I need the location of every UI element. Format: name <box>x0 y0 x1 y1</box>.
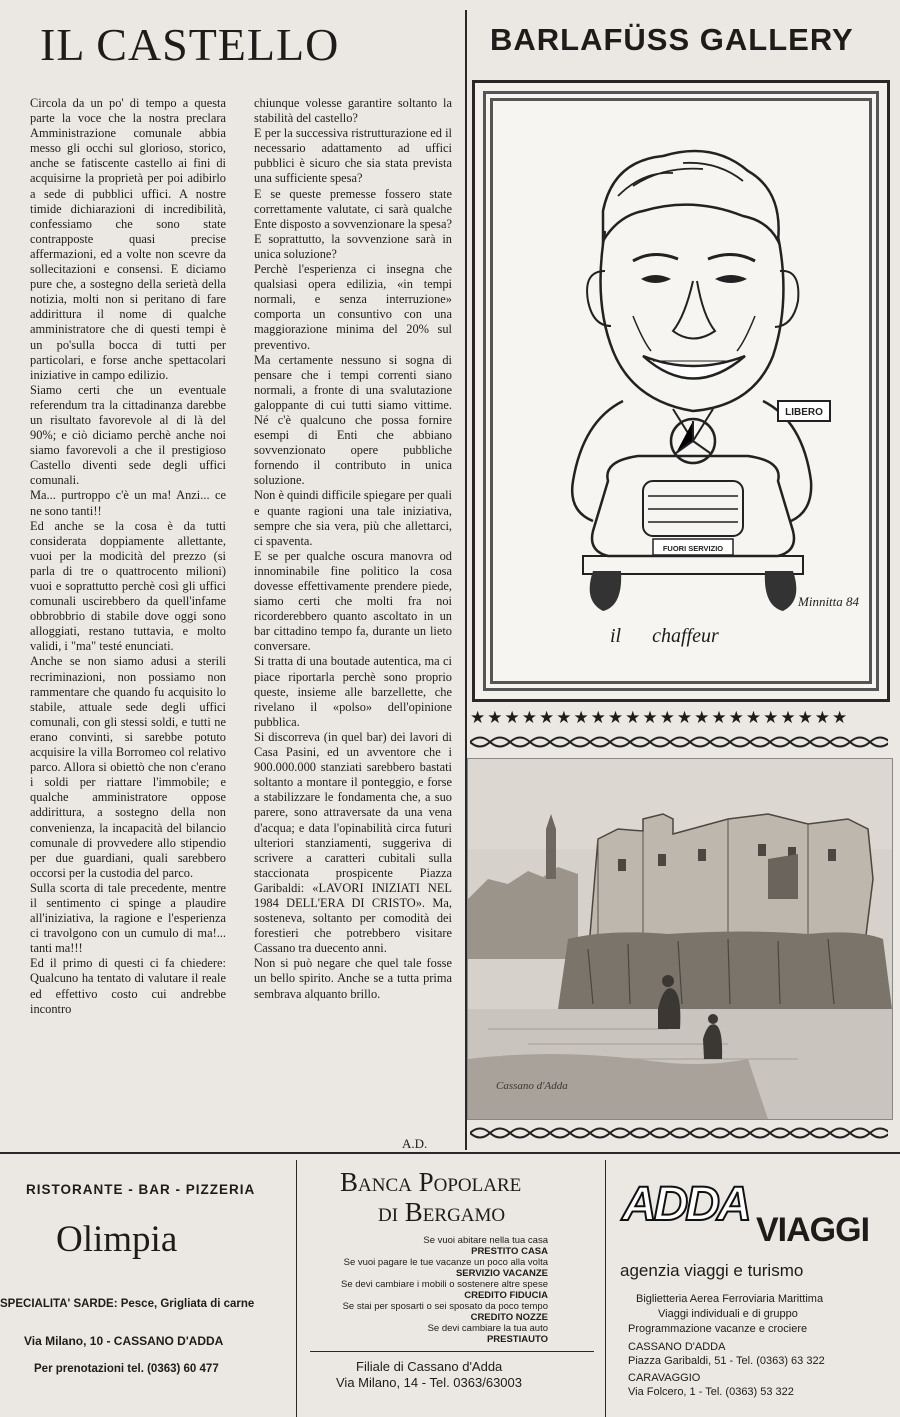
gallery-title: BARLAFÜSS GALLERY <box>490 22 854 57</box>
caricature-panel <box>483 91 879 691</box>
bank-offer-product: SERVIZIO VACANZE <box>455 1268 548 1279</box>
plate-label: FUORI SERVIZIO <box>662 544 724 553</box>
bank-branch-address: Via Milano, 14 - Tel. 0363/63003 <box>336 1375 522 1390</box>
adda-logo-mark: ADDA <box>622 1178 749 1231</box>
caricature-frame <box>472 80 890 702</box>
article-column-2 <box>254 96 452 1136</box>
ad-banca-popolare <box>300 1165 604 1417</box>
adda-office2: CARAVAGGIO <box>628 1372 701 1384</box>
sign-label: LIBERO <box>785 407 823 418</box>
caricature-caption: il chaffeur <box>610 625 719 647</box>
bank-branch-rule <box>310 1351 594 1352</box>
article-title: IL CASTELLO <box>40 19 340 70</box>
bank-offers <box>340 1235 548 1345</box>
paragraph: Siamo certi che un eventuale referendum tra la cittadinanza darebbe un risultato favorevole al di là del 90%; e ciò diciamo perchè anche noi siamo favorevoli a che il prestigioso Castello diventi sede degli uffici comunali. <box>30 382 226 488</box>
adda-logo <box>618 1175 888 1253</box>
engraving-inscription: Cassano d'Adda <box>496 1080 568 1092</box>
ad-divider-1 <box>296 1160 297 1417</box>
ads-top-rule <box>0 1152 900 1154</box>
ad-olimpia-address: Via Milano, 10 - CASSANO D'ADDA <box>24 1334 224 1348</box>
ad-olimpia <box>0 1168 292 1417</box>
paragraph: Perchè l'esperienza ci insegna che qualsiasi opera edilizia, «in tempi normali, e senza interruzione» comporta un consuntivo con una maggiorazione minima del 20% sul preventivo. <box>254 262 452 352</box>
bank-offer-text: Se devi cambiare la tua auto <box>427 1323 548 1334</box>
bank-branch: Filiale di Cassano d'Adda <box>356 1359 503 1374</box>
paragraph: Anche se non siamo adusi a sterili recriminazioni, non possiamo non rammentare che quando fu acquisito lo stabile, attuale sede degli uffici comunali, con gli stessi soldi, e tutti ne erano convinti, si sarebbe potuto acquisire la villa Borromeo col relativo parco. Allora si obiettò che non c'erano i soldi per riattare l'immobile; e qualche amministratore oppose addirittura, a sostegno della non convenienza, la incapacità del bilancio comunale di provvedere allo stipendio per due guardiani, quali sarebbero occorsi per la custodia del parco. <box>30 654 226 880</box>
ad-divider-2 <box>605 1160 606 1417</box>
paragraph: chiunque volesse garantire soltanto la stabilità del castello? <box>254 96 452 126</box>
ad-olimpia-name: Olimpia <box>56 1219 178 1260</box>
adda-office1-address: Piazza Garibaldi, 51 - Tel. (0363) 63 322 <box>628 1355 825 1367</box>
artist-signature: Minnitta 84 <box>798 594 860 609</box>
bank-offer-product: PRESTITO CASA <box>471 1246 548 1257</box>
adda-line3: Programmazione vacanze e crociere <box>628 1323 808 1335</box>
paragraph: E se per qualche oscura manovra od innominabile fine politico la cosa dovesse effettivamente prendere piede, siamo certi che molti fra noi ricorderebbero quanto ascoltato in un bar cittadino tempo fa, durante un lieto conversare. <box>254 548 452 654</box>
paragraph: Si tratta di una boutade autentica, ma ci piace riportarla perchè sono proprio queste, insieme alle barzellette, che rivelano il «polso» dell'opinione pubblica. <box>254 654 452 729</box>
paragraph: Ma certamente nessuno si sogna di pensare che i tempi correnti siano normali, a fronte di una svalutazione galoppante di cui tutti siamo vittime. Né c'è qualcuno che possa fornire esempi di Enti che abbiano sovvenzionato opere pubbliche fornendo il contributo in unica soluzione. <box>254 352 452 488</box>
ad-olimpia-phone: Per prenotazioni tel. (0363) 60 477 <box>34 1363 219 1375</box>
adda-line2: Viaggi individuali e di gruppo <box>658 1308 798 1320</box>
castle-engraving <box>467 758 893 1120</box>
ad-adda-viaggi <box>608 1165 900 1417</box>
wave-border-bottom <box>470 1124 888 1142</box>
bank-offer-product: CREDITO NOZZE <box>470 1312 548 1323</box>
bank-offer-product: CREDITO FIDUCIA <box>464 1290 548 1301</box>
article-signature: A.D. <box>402 1136 428 1151</box>
adda-office1: CASSANO D'ADDA <box>628 1341 726 1353</box>
paragraph: E se queste premesse fossero state correttamente valutate, ci sarà qualche Ente disposto a sovvenzionare la spesa? E soprattutto, la sovvenzione sarà in unica soluzione? <box>254 186 452 261</box>
castle-illustration <box>468 759 892 1119</box>
paragraph: Ed il primo di questi ci fa chiedere: Qualcuno ha tentato di valutare il reale ed effettivo costo cui andrebbe incontro <box>30 956 226 1016</box>
adda-office2-address: Via Folcero, 1 - Tel. (0363) 53 322 <box>628 1386 794 1398</box>
paragraph: Ma... purtroppo c'è un ma! Anzi... ce ne sono tanti!! <box>30 488 226 518</box>
paragraph: Sulla scorta di tale precedente, mentre il sentimento ci spinge a plaudire all'iniziativa, la ragione e l'esperienza ci travolgono con un cumulo di ma!... tanti ma!!! <box>30 880 226 956</box>
paragraph: Ed anche se la cosa è da tutti considerata doppiamente allettante, vuoi per la modicità del prezzo (si parla di tre o quattrocento milioni) vuoi e soprattutto perchè così gli uffici comunali uscirebbero da quell'infame obbrobbrio di stabile dove oggi sono alloggiati, restano tuttavia, e molto validi, i "ma" testé enunciati. <box>30 518 226 654</box>
bank-name-2: di Bergamo <box>378 1197 506 1227</box>
ad-olimpia-special: SPECIALITA' SARDE: Pesce, Grigliata di carne <box>0 1298 255 1310</box>
caricature-drawing <box>493 101 865 677</box>
paragraph: Non è quindi difficile spiegare per quali e quante ragioni una tale iniziativa, sempre che sia vera, più che allettarci, ci spaventa. <box>254 488 452 548</box>
star-border: ★★★★★★★★★★★★★★★★★★★★★★ <box>470 708 850 727</box>
bank-offer-text: Se vuoi abitare nella tua casa <box>423 1235 548 1246</box>
bank-name-1: Banca Popolare <box>340 1167 522 1197</box>
adda-line1: Biglietteria Aerea Ferroviaria Marittima <box>636 1293 824 1305</box>
bank-offer-text: Se vuoi pagare le tue vacanze un poco alla volta <box>343 1257 548 1268</box>
adda-logo-viaggi: VIAGGI <box>756 1211 870 1249</box>
ad-olimpia-top: RISTORANTE - BAR - PIZZERIA <box>26 1182 256 1197</box>
bank-offer-product: PRESTIAUTO <box>486 1334 548 1345</box>
paragraph: Non si può negare che quel tale fosse un bello spirito. Anche se a tutta prima sembrava alquanto brillo. <box>254 956 452 1001</box>
paragraph: Circola da un po' di tempo a questa parte la voce che la nostra preclara Amministrazione comunale abbia messo gli occhi sul glorioso, storico, anche se fatiscente castello ai fini di acquisirne la proprietà per poi adibirlo a sede di pubblici uffici. A nostre timide dichiarazioni di incredibilità, confessiamo che sono state contrapposte quasi precise affermazioni, ed a volte non scevre da sollecitazioni e consensi. E diciamo pure che, a sostegno della serietà della notizia, molti non si peritano di fare addirittura il nome di qualche amministratore che di questi tempi è un po'sulla bocca di tutti per particolari, e forse anche spettacolari iniziative in campo edilizio. <box>30 96 226 382</box>
paragraph: Si discorreva (in quel bar) dei lavori di Casa Pasini, ed un avventore che i 900.000.000 stanziati sarebbero bastati soltanto a montare il ponteggio, e forse a stabilizzare le fondamenta che, a suo parere, sono attraversate da una vena d'acqua; e data l'opinabilità circa futuri ulteriori stanziamenti, suggeriva di scrivere a caratteri cubitali sulla staccionata prospicente Piazza Garibaldi: «LAVORI INIZIATI NEL 1984 DELL'ERA DI CRISTO». Ma, sosteneva, soltanto per comodità dei forestieri che potrebbero visitare Cassano tra duecento anni. <box>254 729 452 956</box>
bank-offer-text: Se devi cambiare i mobili o sostenere altre spese <box>341 1279 548 1290</box>
bank-offer-text: Se stai per sposarti o sei sposato da poco tempo <box>342 1301 548 1312</box>
article-column-1 <box>30 96 226 1146</box>
wave-border-top <box>470 733 888 751</box>
paragraph: E per la successiva ristrutturazione ed il necessario adattamento ad uffici pubblici è sicuro che sia stata prevista una sufficiente spesa? <box>254 126 452 186</box>
adda-tagline: agenzia viaggi e turismo <box>620 1261 804 1280</box>
